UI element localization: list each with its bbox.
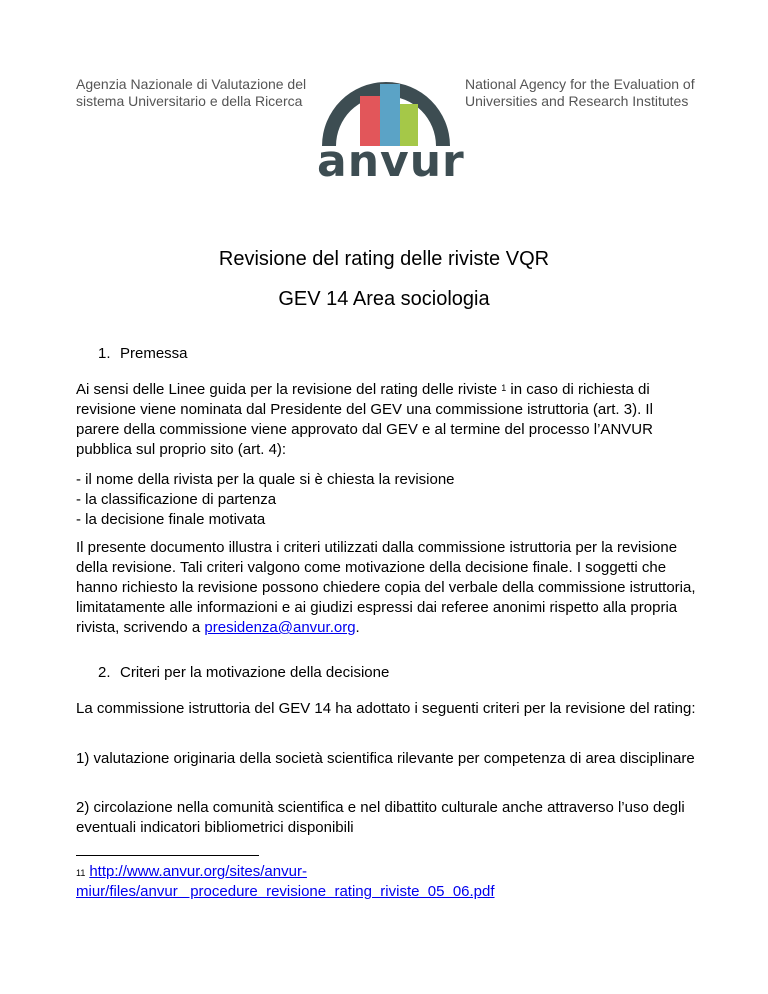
section-1-title: Premessa: [120, 345, 188, 362]
list-item: - il nome della rivista per la quale si è chiesta la revisione: [76, 471, 455, 488]
list-item: - la classificazione di partenza: [76, 491, 277, 508]
footnote-reference: 1: [501, 383, 507, 393]
email-link[interactable]: presidenza@anvur.org: [204, 619, 356, 636]
paragraph-text: Il presente documento illustra i criteri utilizzati dalla commissione istruttoria per la revisione della revisione. Tali criteri valgono come motivazione della decisione finale. I soggetti che hanno richiesto la revisione possono chiedere copia del verbale della commissione istruttoria, limitatamente alle informazioni e ai giudizi espressi dai referee anonimi rispetto alla propria rivista, scrivendo a: [76, 539, 696, 636]
criterion-2: 2) circolazione nella comunità scientifica e nel dibattito culturale anche attraverso l’uso degli eventuali indicatori bibliometrici disponibili: [76, 799, 685, 836]
section-1-heading: [98, 344, 188, 364]
paragraph-text: Ai sensi delle Linee guida per la revisione del rating delle riviste: [76, 381, 498, 398]
agency-name-english-line1: National Agency for the Evaluation of: [465, 76, 695, 92]
section-1-paragraph-2: [76, 538, 696, 638]
section-1-number: 1.: [98, 345, 111, 362]
section-1-list: [76, 470, 696, 530]
agency-name-italian: [76, 76, 306, 110]
footnote-link-line2[interactable]: miur/files/anvur procedure revisione rating riviste 05 06.pdf: [76, 883, 495, 900]
agency-name-english-line2: Universities and Research Institutes: [465, 93, 689, 109]
list-item: - la decisione finale motivata: [76, 511, 266, 528]
section-1-paragraph-1: [76, 380, 696, 460]
section-2-title: Criteri per la motivazione della decisione: [120, 664, 390, 681]
paragraph-text: .: [355, 619, 360, 636]
footnote-separator: [76, 855, 259, 856]
footnote: [76, 862, 676, 902]
document-title: Revisione del rating delle riviste VQR: [218, 248, 550, 270]
footnote-link-line1[interactable]: http://www.anvur.org/sites/anvur-: [89, 863, 307, 880]
document-subtitle: GEV 14 Area sociologia: [278, 288, 490, 310]
agency-name-english: [465, 76, 695, 110]
paragraph-text: in caso di richiesta di revisione viene nominata dal Presidente del GEV una commissione istruttoria (art. 3). Il parere della commissione viene approvato dal GEV e al termine del processo l’ANVUR pubblica sul proprio sito (art. 4):: [76, 381, 653, 458]
section-2-number: 2.: [98, 664, 111, 681]
criterion-1: 1) valutazione originaria della società scientifica rilevante per competenza di area disciplinare: [76, 750, 695, 767]
agency-name-italian-line1: Agenzia Nazionale di Valutazione del: [76, 76, 307, 92]
section-2-heading: [98, 663, 389, 683]
section-2-intro: La commissione istruttoria del GEV 14 ha adottato i seguenti criteri per la revisione del rating:: [76, 700, 696, 717]
footnote-mark: 11: [76, 868, 86, 878]
anvur-logo-word: anvur: [317, 136, 465, 187]
agency-name-italian-line2: sistema Universitario e della Ricerca: [76, 93, 303, 109]
